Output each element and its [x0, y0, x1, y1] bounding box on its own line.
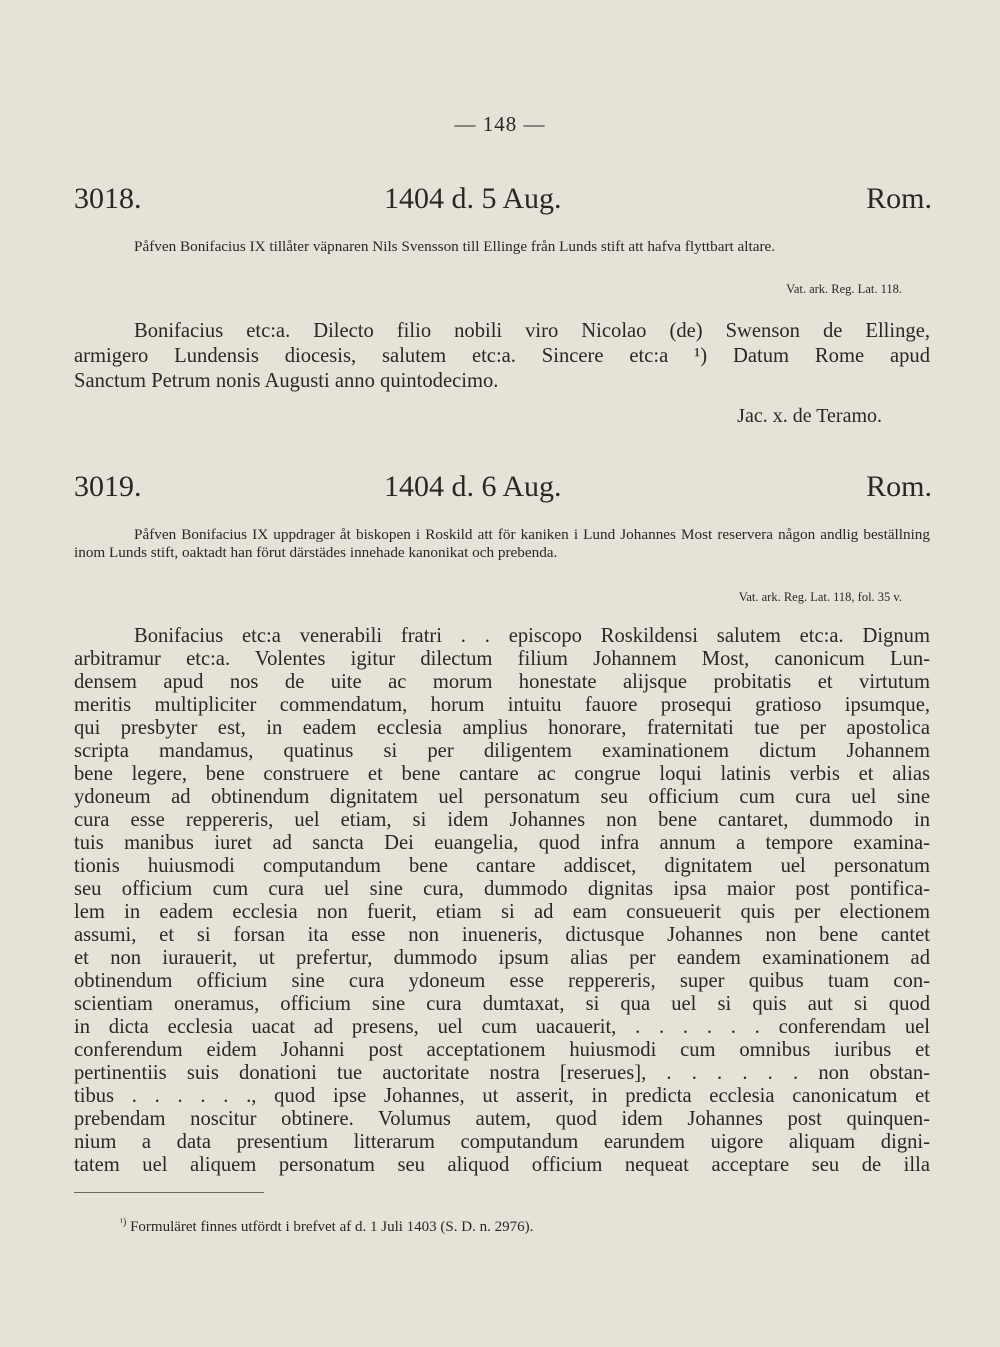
text-line: cura esse reppereris, uel etiam, si idem Johannes non bene cantaret, dummodo in [74, 809, 930, 831]
text-line: seu officium cum cura uel sine cura, dummodo dignitas ipsa maior post pontifica- [74, 878, 930, 900]
entry-header-3019 [74, 470, 932, 510]
text-line: obtinendum officium sine cura ydoneum esse reppereris, super quibus tuam con- [74, 970, 930, 992]
text-line: qui presbyter est, in eadem ecclesia amplius honorare, fraternitati tue per apostolica [74, 717, 930, 739]
entry-date: 1404 d. 6 Aug. [384, 470, 562, 503]
text-line: Bonifacius etc:a venerabili fratri . . episcopo Roskildensi salutem etc:a. Dignum [134, 625, 930, 647]
text-line: arbitramur etc:a. Volentes igitur dilectum filium Johannem Most, canonicum Lun- [74, 648, 930, 670]
entry-place: Rom. [866, 470, 932, 503]
entry-number: 3018. [74, 182, 142, 215]
text-line: scripta mandamus, quatinus si per diligentem examinationem dictum Johannem [74, 740, 930, 762]
text-line: tionis huiusmodi computandum bene cantare addiscet, dignitatem uel personatum [74, 855, 930, 877]
entry-number: 3019. [74, 470, 142, 503]
archive-reference: Vat. ark. Reg. Lat. 118. [786, 282, 902, 296]
archive-reference: Vat. ark. Reg. Lat. 118, fol. 35 v. [738, 590, 902, 604]
footnote-text: Formuläret finnes utfördt i brefvet af d. 1 Juli 1403 (S. D. n. 2976). [130, 1219, 534, 1235]
text-line: et non iurauerit, ut prefertur, dummodo ipsum alias per eandem examinationem ad [74, 947, 930, 969]
text-line: ydoneum ad obtinendum dignitatem uel personatum seu officium cum cura uel sine [74, 786, 930, 808]
text-line: Sanctum Petrum nonis Augusti anno quintodecimo. [74, 370, 499, 392]
footnote [120, 1217, 920, 1236]
text-line: assumi, et si forsan ita esse non inueneris, dictusque Johannes non bene cantet [74, 924, 930, 946]
footnote-divider [74, 1192, 264, 1193]
page-number: — 148 — [454, 112, 546, 136]
entry-header-3018 [74, 182, 932, 222]
text-line: conferendum eidem Johanni post acceptationem huiusmodi cum omnibus iuribus et [74, 1039, 930, 1061]
text-line: armigero Lundensis diocesis, salutem etc:a. Sincere etc:a ¹) Datum Rome apud [74, 345, 930, 367]
text-line: lem in eadem ecclesia non fuerit, etiam si ad eam consueuerit quis per electionem [74, 901, 930, 923]
text-line: pertinentiis suis donationi tue auctoritate nostra [reserues], . . . . . . non obstan- [74, 1062, 930, 1084]
text-line: tibus . . . . . ., quod ipse Johannes, ut asserit, in predicta ecclesia canonicatum et [74, 1085, 930, 1107]
text-line: tuis manibus iuret ad sancta Dei euangelia, quod infra annum a tempore examina- [74, 832, 930, 854]
text-line: bene legere, bene construere et bene cantare ac congrue loqui latinis verbis et alias [74, 763, 930, 785]
entry-summary: Påfven Bonifacius IX tillåter väpnaren Nils Svensson till Ellinge från Lunds stift att hafva flyttbart altare. [134, 238, 776, 255]
text-line: scientiam oneramus, officium sine cura dumtaxat, si qua uel si quis aut si quod [74, 993, 930, 1015]
signature: Jac. x. de Teramo. [737, 405, 882, 427]
footnote-marker: ¹) [120, 1217, 127, 1228]
entry-date: 1404 d. 5 Aug. [384, 182, 562, 215]
text-line: densem apud nos de uite ac morum honestate alijsque probitatis et virtutum [74, 671, 930, 693]
text-line: meritis multipliciter commendatum, horum intuitu fauore prosequi gratioso ipsumque, [74, 694, 930, 716]
text-line: prebendam noscitur obtinere. Volumus autem, quod idem Johannes post quinquen- [74, 1108, 930, 1130]
text-line: Bonifacius etc:a. Dilecto filio nobili viro Nicolao (de) Swenson de Ellinge, [134, 320, 930, 342]
text-line: nium a data presentium litterarum computandum earundem uigore aliquam digni- [74, 1131, 930, 1153]
entry-summary: Påfven Bonifacius IX uppdrager åt biskopen i Roskild att för kaniken i Lund Johannes Most reservera någon andlig beställning inom Lunds stift, oaktadt han förut därstädes innehade kanonikat och prebenda. [74, 526, 930, 561]
text-line: in dicta ecclesia uacat ad presens, uel cum uacauerit, . . . . . . conferendam uel [74, 1016, 930, 1038]
text-line: tatem uel aliquem personatum seu aliquod officium nequeat acceptare seu de illa [74, 1154, 930, 1176]
entry-place: Rom. [866, 182, 932, 215]
